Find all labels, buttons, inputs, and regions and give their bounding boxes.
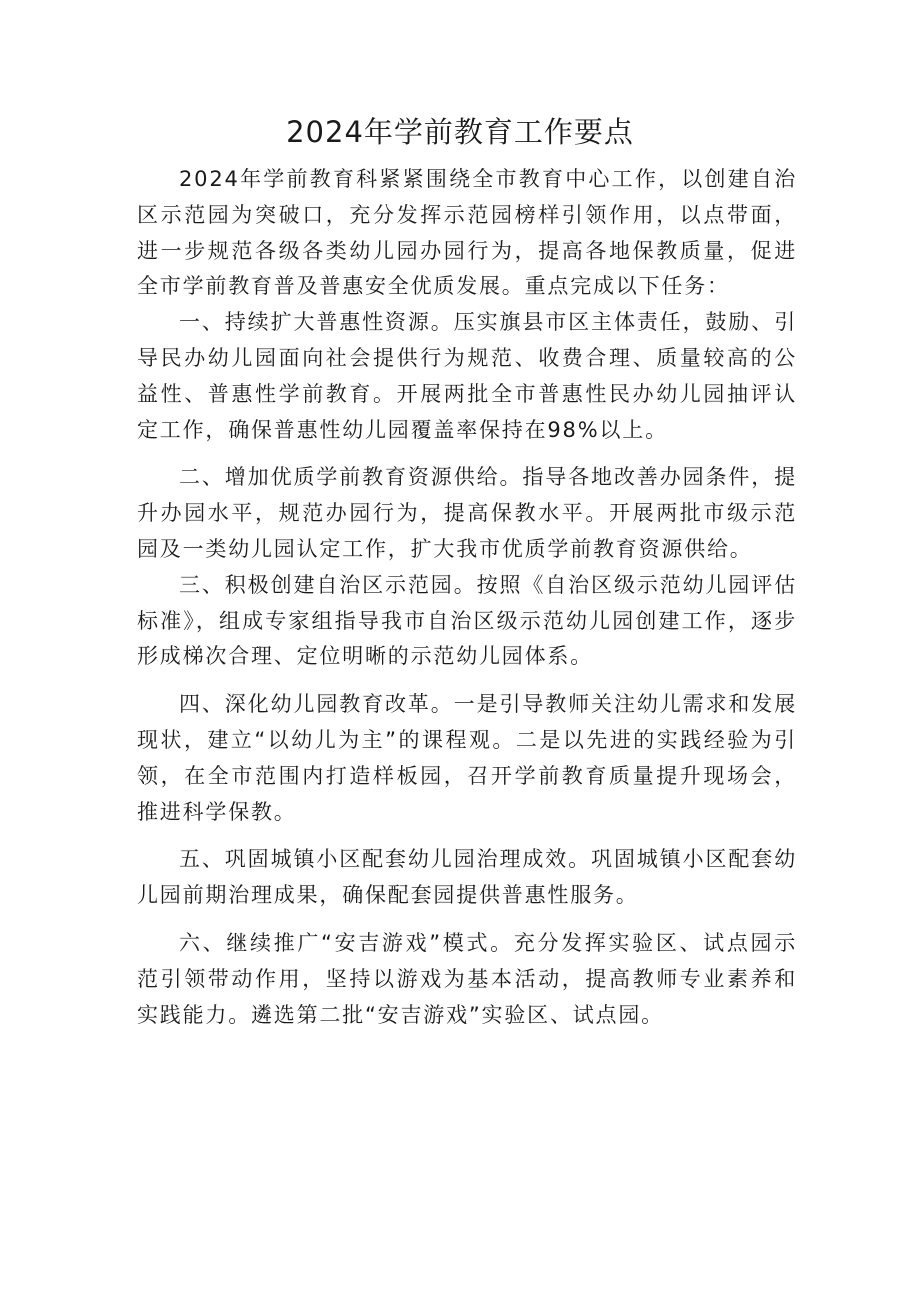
paragraph-item-5: 五、巩固城镇小区配套幼儿园治理成效。巩固城镇小区配套幼儿园前期治理成果，确保配套园提供普惠性服务。 (137, 847, 797, 908)
paragraph-intro: 2024年学前教育科紧紧围绕全市教育中心工作，以创建自治区示范园为突破口，充分发挥示范园榜样引领作用，以点带面，进一步规范各级各类幼儿园办园行为，提高各地保教质量，促进全市学前教育普及普惠安全优质发展。重点完成以下任务： (137, 167, 797, 299)
paragraph-item-1: 一、持续扩大普惠性资源。压实旗县市区主体责任，鼓励、引导民办幼儿园面向社会提供行为规范、收费合理、质量较高的公益性、普惠性学前教育。开展两批全市普惠性民办幼儿园抽评认定工作，确保普惠性幼儿园覆盖率保持在98%以上。 (137, 310, 797, 442)
paragraph-item-4: 四、深化幼儿园教育改革。一是引导教师关注幼儿需求和发展现状，建立“以幼儿为主”的课程观。二是以先进的实践经验为引领，在全市范围内打造样板园，召开学前教育质量提升现场会，推进科学保教。 (137, 692, 797, 824)
paragraph-item-2: 二、增加优质学前教育资源供给。指导各地改善办园条件，提升办园水平，规范办园行为，提高保教水平。开展两批市级示范园及一类幼儿园认定工作，扩大我市优质学前教育资源供给。 (137, 465, 797, 561)
document-body (137, 162, 797, 1033)
paragraph-item-3: 三、积极创建自治区示范园。按照《自治区级示范幼儿园评估标准》，组成专家组指导我市自治区级示范幼儿园创建工作，逐步形成梯次合理、定位明晰的示范幼儿园体系。 (137, 572, 797, 669)
document-title: 2024年学前教育工作要点 (286, 115, 634, 149)
paragraph-item-6: 六、继续推广“安吉游戏”模式。充分发挥实验区、试点园示范引领带动作用，坚持以游戏为基本活动，提高教师专业素养和实践能力。遴选第二批“安吉游戏”实验区、试点园。 (137, 930, 797, 1027)
